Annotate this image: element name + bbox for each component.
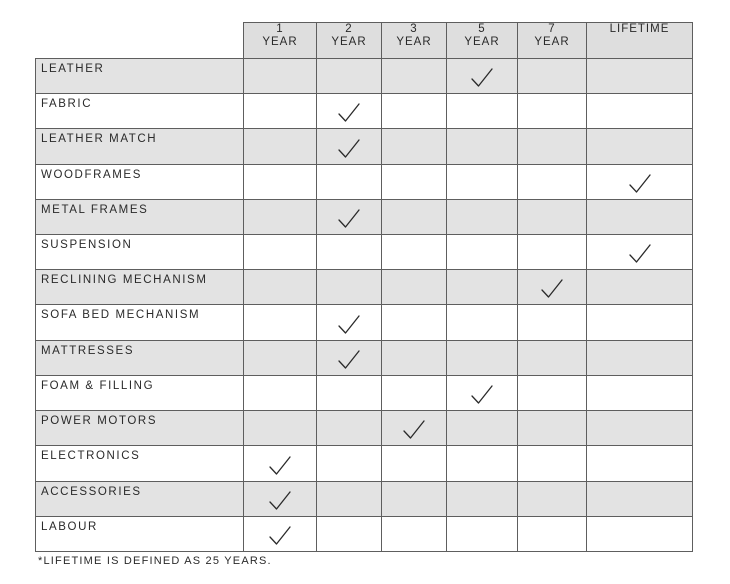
- coverage-cell: [447, 270, 518, 305]
- coverage-cell: [447, 235, 518, 270]
- checkmark-icon: [268, 490, 292, 512]
- coverage-cell: [382, 129, 447, 165]
- coverage-cell: [244, 411, 317, 446]
- coverage-cell: [518, 341, 587, 376]
- table-row: [36, 94, 693, 129]
- coverage-cell: [587, 94, 693, 129]
- coverage-cell: [587, 482, 693, 517]
- checkmark-icon: [337, 314, 361, 336]
- checkmark-icon: [628, 173, 652, 195]
- table-row: [36, 482, 693, 517]
- coverage-cell: [518, 94, 587, 129]
- row-label: LEATHER: [36, 59, 244, 94]
- coverage-cell: [447, 129, 518, 165]
- coverage-cell: [447, 94, 518, 129]
- coverage-cell: [587, 341, 693, 376]
- warranty-table: [35, 22, 693, 552]
- coverage-cell: [382, 376, 447, 411]
- column-header-unit: YEAR: [464, 36, 500, 48]
- coverage-cell: [518, 411, 587, 446]
- row-label: ELECTRONICS: [36, 446, 244, 482]
- table-row: [36, 305, 693, 341]
- checkmark-icon: [337, 102, 361, 124]
- coverage-cell: [244, 341, 317, 376]
- coverage-cell: [518, 59, 587, 94]
- coverage-cell: [447, 411, 518, 446]
- column-header-number: 5: [478, 23, 486, 35]
- row-label: RECLINING MECHANISM: [36, 270, 244, 305]
- coverage-cell: [587, 270, 693, 305]
- coverage-cell: [518, 517, 587, 552]
- table-row: [36, 59, 693, 94]
- coverage-cell: [382, 94, 447, 129]
- checkmark-icon: [470, 384, 494, 406]
- warranty-table-body: [36, 59, 693, 552]
- coverage-cell: [587, 200, 693, 235]
- coverage-cell: [382, 270, 447, 305]
- coverage-cell: [587, 517, 693, 552]
- coverage-cell: [447, 341, 518, 376]
- coverage-cell: [518, 270, 587, 305]
- table-row: [36, 200, 693, 235]
- coverage-cell: [382, 482, 447, 517]
- table-row: [36, 129, 693, 165]
- coverage-cell: [317, 94, 382, 129]
- column-header-number: 3: [410, 23, 418, 35]
- header-corner: [36, 23, 244, 59]
- coverage-cell: [317, 129, 382, 165]
- coverage-cell: [317, 200, 382, 235]
- column-header-3-year: [382, 23, 447, 59]
- coverage-cell: [518, 165, 587, 200]
- column-header-number: 1: [276, 23, 284, 35]
- coverage-cell: [447, 376, 518, 411]
- coverage-cell: [244, 305, 317, 341]
- row-label: LEATHER MATCH: [36, 129, 244, 165]
- coverage-cell: [587, 411, 693, 446]
- coverage-cell: [447, 59, 518, 94]
- coverage-cell: [587, 235, 693, 270]
- column-header-unit: YEAR: [262, 36, 298, 48]
- column-header-unit: YEAR: [534, 36, 570, 48]
- coverage-cell: [244, 200, 317, 235]
- coverage-cell: [317, 446, 382, 482]
- coverage-cell: [382, 446, 447, 482]
- checkmark-icon: [268, 455, 292, 477]
- coverage-cell: [244, 165, 317, 200]
- coverage-cell: [317, 59, 382, 94]
- coverage-cell: [244, 482, 317, 517]
- table-row: [36, 165, 693, 200]
- coverage-cell: [382, 165, 447, 200]
- column-header-1-year: [244, 23, 317, 59]
- column-header-number: 7: [548, 23, 556, 35]
- header-row: [36, 23, 693, 59]
- checkmark-icon: [337, 138, 361, 160]
- table-row: [36, 341, 693, 376]
- coverage-cell: [244, 517, 317, 552]
- coverage-cell: [518, 446, 587, 482]
- column-header-2-year: [317, 23, 382, 59]
- coverage-cell: [447, 517, 518, 552]
- coverage-cell: [587, 305, 693, 341]
- row-label: METAL FRAMES: [36, 200, 244, 235]
- column-header-unit: YEAR: [396, 36, 432, 48]
- coverage-cell: [317, 165, 382, 200]
- coverage-cell: [244, 235, 317, 270]
- coverage-cell: [447, 482, 518, 517]
- coverage-cell: [317, 517, 382, 552]
- column-header-lifetime: [587, 23, 693, 59]
- checkmark-icon: [628, 243, 652, 265]
- coverage-cell: [518, 129, 587, 165]
- column-header-number: 2: [345, 23, 353, 35]
- coverage-cell: [244, 376, 317, 411]
- coverage-cell: [244, 129, 317, 165]
- coverage-cell: [518, 482, 587, 517]
- checkmark-icon: [470, 67, 494, 89]
- row-label: SOFA BED MECHANISM: [36, 305, 244, 341]
- coverage-cell: [382, 305, 447, 341]
- column-header-unit: YEAR: [331, 36, 367, 48]
- row-label: FOAM & FILLING: [36, 376, 244, 411]
- coverage-cell: [317, 376, 382, 411]
- table-row: [36, 376, 693, 411]
- coverage-cell: [244, 446, 317, 482]
- coverage-cell: [518, 200, 587, 235]
- checkmark-icon: [337, 349, 361, 371]
- row-label: SUSPENSION: [36, 235, 244, 270]
- coverage-cell: [382, 517, 447, 552]
- column-header-7-year: [518, 23, 587, 59]
- coverage-cell: [382, 59, 447, 94]
- coverage-cell: [587, 59, 693, 94]
- coverage-cell: [317, 482, 382, 517]
- coverage-cell: [317, 305, 382, 341]
- coverage-cell: [587, 129, 693, 165]
- coverage-cell: [447, 200, 518, 235]
- coverage-cell: [518, 235, 587, 270]
- coverage-cell: [244, 270, 317, 305]
- table-row: [36, 411, 693, 446]
- coverage-cell: [518, 376, 587, 411]
- footnote: *LIFETIME IS DEFINED AS 25 YEARS.: [38, 555, 272, 567]
- checkmark-icon: [268, 525, 292, 547]
- coverage-cell: [317, 411, 382, 446]
- table-row: [36, 235, 693, 270]
- coverage-cell: [518, 305, 587, 341]
- table-row: [36, 517, 693, 552]
- coverage-cell: [447, 446, 518, 482]
- column-header-5-year: [447, 23, 518, 59]
- coverage-cell: [382, 411, 447, 446]
- coverage-cell: [447, 165, 518, 200]
- coverage-cell: [244, 94, 317, 129]
- coverage-cell: [382, 341, 447, 376]
- row-label: LABOUR: [36, 517, 244, 552]
- checkmark-icon: [402, 419, 426, 441]
- coverage-cell: [382, 235, 447, 270]
- coverage-cell: [447, 305, 518, 341]
- coverage-cell: [382, 200, 447, 235]
- checkmark-icon: [540, 278, 564, 300]
- coverage-cell: [317, 235, 382, 270]
- table-row: [36, 446, 693, 482]
- coverage-cell: [244, 59, 317, 94]
- checkmark-icon: [337, 208, 361, 230]
- coverage-cell: [317, 341, 382, 376]
- row-label: WOODFRAMES: [36, 165, 244, 200]
- row-label: POWER MOTORS: [36, 411, 244, 446]
- row-label: MATTRESSES: [36, 341, 244, 376]
- table-row: [36, 270, 693, 305]
- coverage-cell: [587, 165, 693, 200]
- coverage-cell: [587, 376, 693, 411]
- coverage-cell: [317, 270, 382, 305]
- column-header-number: LIFETIME: [609, 23, 670, 35]
- row-label: FABRIC: [36, 94, 244, 129]
- row-label: ACCESSORIES: [36, 482, 244, 517]
- coverage-cell: [587, 446, 693, 482]
